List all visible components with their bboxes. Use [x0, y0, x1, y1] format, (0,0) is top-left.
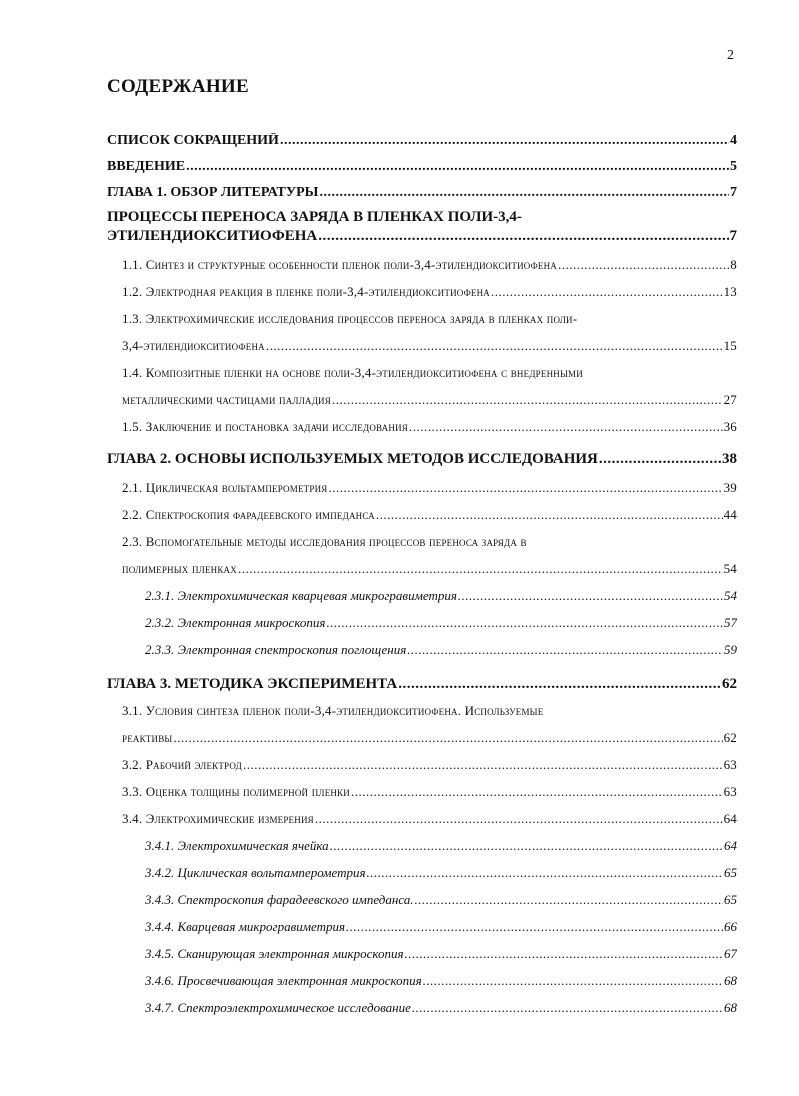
dot-leader	[415, 892, 724, 908]
toc-entry-page: 27	[723, 392, 737, 407]
dot-leader	[243, 757, 723, 773]
toc-entry-page: 36	[723, 419, 737, 434]
dot-leader	[407, 642, 723, 658]
toc-entry-chapter-3[interactable]	[107, 676, 737, 693]
dot-leader	[409, 419, 723, 435]
toc-entry-3-3[interactable]	[122, 784, 737, 800]
toc-entry-label: 3.4.5. Сканирующая электронная микроскопия	[145, 946, 404, 961]
toc-entry-label: 2.2. Спектроскопия фарадеевского импеданса	[122, 507, 375, 522]
toc-entry-2-3[interactable]	[122, 561, 737, 577]
toc-entry-label: 2.3.2. Электронная микроскопия	[145, 615, 326, 630]
toc-entry-label: 3.4.6. Просвечивающая электронная микроскопия	[145, 973, 422, 988]
dot-leader	[318, 228, 728, 245]
toc-entry-page: 5	[730, 159, 737, 174]
dot-leader	[346, 919, 723, 935]
toc-entry-page: 68	[724, 973, 737, 988]
toc-entry-label: 3.4.1. Электрохимическая ячейка	[145, 838, 329, 853]
toc-entry-label: 1.2. Электродная реакция в пленке поли-3,4-этилендиокситиофена	[122, 284, 490, 299]
toc-entry-label: ГЛАВА 3. МЕТОДИКА ЭКСПЕРИМЕНТА	[107, 676, 398, 692]
toc-entry-label: 1.1. Синтез и структурные особенности пленок поли-3,4-этилендиокситиофена	[122, 257, 557, 272]
toc-entry-1-4-line1[interactable]: 1.4. Композитные пленки на основе поли-3,4-этилендиокситиофена с внедренными	[122, 365, 583, 380]
toc-entry-label: полимерных пленках	[122, 561, 237, 576]
toc-entry-label: 2.3.1. Электрохимическая кварцевая микрогравиметрия	[145, 588, 457, 603]
toc-entry-page: 64	[723, 811, 737, 826]
toc-entry-page: 13	[723, 284, 737, 299]
toc-entry-label: металлическими частицами палладия	[122, 392, 331, 407]
toc-entry-page: 38	[722, 451, 737, 467]
toc-entry-page: 39	[723, 480, 737, 495]
toc-entry-charge-transfer[interactable]	[107, 228, 737, 245]
toc-entry-1-2[interactable]	[122, 284, 737, 300]
toc-entry-label: ЭТИЛЕНДИОКСИТИОФЕНА	[107, 228, 318, 244]
toc-entry-1-5[interactable]	[122, 419, 737, 435]
toc-entry-page: 65	[724, 865, 737, 880]
toc-entry-label: 3.4.3. Спектроскопия фарадеевского импеданса.	[145, 892, 414, 907]
toc-entry-label: 3.4.7. Спектроэлектрохимическое исследование	[145, 1000, 411, 1015]
toc-entry-page: 54	[723, 561, 737, 576]
toc-entry-3-4-1[interactable]	[145, 838, 737, 854]
toc-entry-label: ГЛАВА 1. ОБЗОР ЛИТЕРАТУРЫ	[107, 185, 319, 200]
dot-leader	[458, 588, 723, 604]
toc-entry-abbreviations[interactable]	[107, 133, 737, 149]
dot-leader	[330, 838, 723, 854]
toc-entry-chapter-2[interactable]	[107, 451, 737, 468]
toc-entry-chapter-1[interactable]	[107, 185, 737, 201]
toc-entry-page: 8	[730, 257, 737, 272]
toc-entry-3-1[interactable]	[122, 730, 737, 746]
toc-entry-2-1[interactable]	[122, 480, 737, 496]
toc-entry-page: 57	[724, 615, 737, 630]
toc-entry-label: 3.4. Электрохимические измерения	[122, 811, 314, 826]
toc-entry-label: 3.2. Рабочий электрод	[122, 757, 242, 772]
toc-entry-3-4-2[interactable]	[145, 865, 737, 881]
toc-entry-page: 63	[723, 757, 737, 772]
toc-entry-label: 2.3.3. Электронная спектроскопия поглощения	[145, 642, 407, 657]
dot-leader	[332, 392, 723, 408]
toc-entry-page: 63	[723, 784, 737, 799]
dot-leader	[599, 451, 721, 468]
page-number: 2	[727, 48, 734, 63]
toc-entry-3-4-5[interactable]	[145, 946, 737, 962]
dot-leader	[367, 865, 723, 881]
toc-entry-2-3-1[interactable]	[145, 588, 737, 604]
toc-entry-1-1[interactable]	[122, 257, 737, 273]
toc-entry-3-4-6[interactable]	[145, 973, 737, 989]
dot-leader	[319, 185, 729, 201]
toc-entry-2-3-line1[interactable]: 2.3. Вспомогательные методы исследования процессов переноса заряда в	[122, 534, 527, 549]
dot-leader	[351, 784, 723, 800]
dot-leader	[266, 338, 723, 354]
dot-leader	[280, 133, 729, 149]
dot-leader	[173, 730, 722, 746]
toc-entry-page: 7	[730, 185, 737, 200]
toc-entry-label: ВВЕДЕНИЕ	[107, 159, 186, 174]
toc-entry-page: 62	[722, 676, 737, 692]
dot-leader	[558, 257, 729, 273]
toc-entry-3-2[interactable]	[122, 757, 737, 773]
toc-entry-3-4[interactable]	[122, 811, 737, 827]
toc-entry-page: 65	[724, 892, 737, 907]
toc-entry-2-2[interactable]	[122, 507, 737, 523]
toc-entry-3-4-7[interactable]	[145, 1000, 737, 1016]
dot-leader	[398, 676, 721, 693]
toc-entry-page: 44	[723, 507, 737, 522]
toc-entry-page: 66	[724, 919, 737, 934]
dot-leader	[326, 615, 723, 631]
toc-entry-page: 15	[723, 338, 737, 353]
toc-entry-page: 67	[724, 946, 737, 961]
toc-entry-page: 4	[730, 133, 737, 148]
toc-entry-page: 62	[723, 730, 737, 745]
toc-entry-label: СПИСОК СОКРАЩЕНИЙ	[107, 133, 279, 148]
toc-entry-label: ГЛАВА 2. ОСНОВЫ ИСПОЛЬЗУЕМЫХ МЕТОДОВ ИССЛЕДОВАНИЯ	[107, 451, 598, 467]
dot-leader	[186, 159, 729, 175]
toc-entry-page: 68	[724, 1000, 737, 1015]
toc-entry-2-3-2[interactable]	[145, 615, 737, 631]
toc-title: СОДЕРЖАНИЕ	[107, 76, 249, 97]
toc-entry-page: 59	[724, 642, 737, 657]
dot-leader	[328, 480, 722, 496]
toc-entry-page: 7	[729, 228, 737, 244]
toc-entry-2-3-3[interactable]	[145, 642, 737, 658]
dot-leader	[238, 561, 723, 577]
dot-leader	[423, 973, 723, 989]
toc-entry-3-1-line1[interactable]: 3.1. Условия синтеза пленок поли-3,4-этилендиокситиофена. Используемые	[122, 703, 544, 718]
toc-entry-3-4-4[interactable]	[145, 919, 737, 935]
toc-entry-charge-transfer-line1[interactable]: ПРОЦЕССЫ ПЕРЕНОСА ЗАРЯДА В ПЛЕНКАХ ПОЛИ-3,4-	[107, 209, 522, 225]
toc-entry-label: 2.1. Циклическая вольтамперометрия	[122, 480, 328, 495]
dot-leader	[376, 507, 723, 523]
toc-entry-label: 3.3. Оценка толщины полимерной пленки	[122, 784, 351, 799]
dot-leader	[315, 811, 723, 827]
toc-entry-1-3[interactable]	[122, 338, 737, 354]
toc-entry-label: 1.5. Заключение и постановка задачи исследования	[122, 419, 408, 434]
toc-entry-1-4[interactable]	[122, 392, 737, 408]
toc-entry-3-4-3[interactable]	[145, 892, 737, 908]
toc-entry-label: 3.4.2. Циклическая вольтамперометрия	[145, 865, 366, 880]
dot-leader	[412, 1000, 723, 1016]
toc-entry-label: 3,4-этилендиокситиофена	[122, 338, 265, 353]
dot-leader	[405, 946, 723, 962]
toc-entry-introduction[interactable]	[107, 159, 737, 175]
toc-entry-page: 64	[724, 838, 737, 853]
toc-entry-label: реактивы	[122, 730, 173, 745]
toc-entry-page: 54	[724, 588, 737, 603]
toc-entry-label: 3.4.4. Кварцевая микрогравиметрия	[145, 919, 346, 934]
dot-leader	[491, 284, 723, 300]
toc-entry-1-3-line1[interactable]: 1.3. Электрохимические исследования процессов переноса заряда в пленках поли-	[122, 311, 578, 326]
